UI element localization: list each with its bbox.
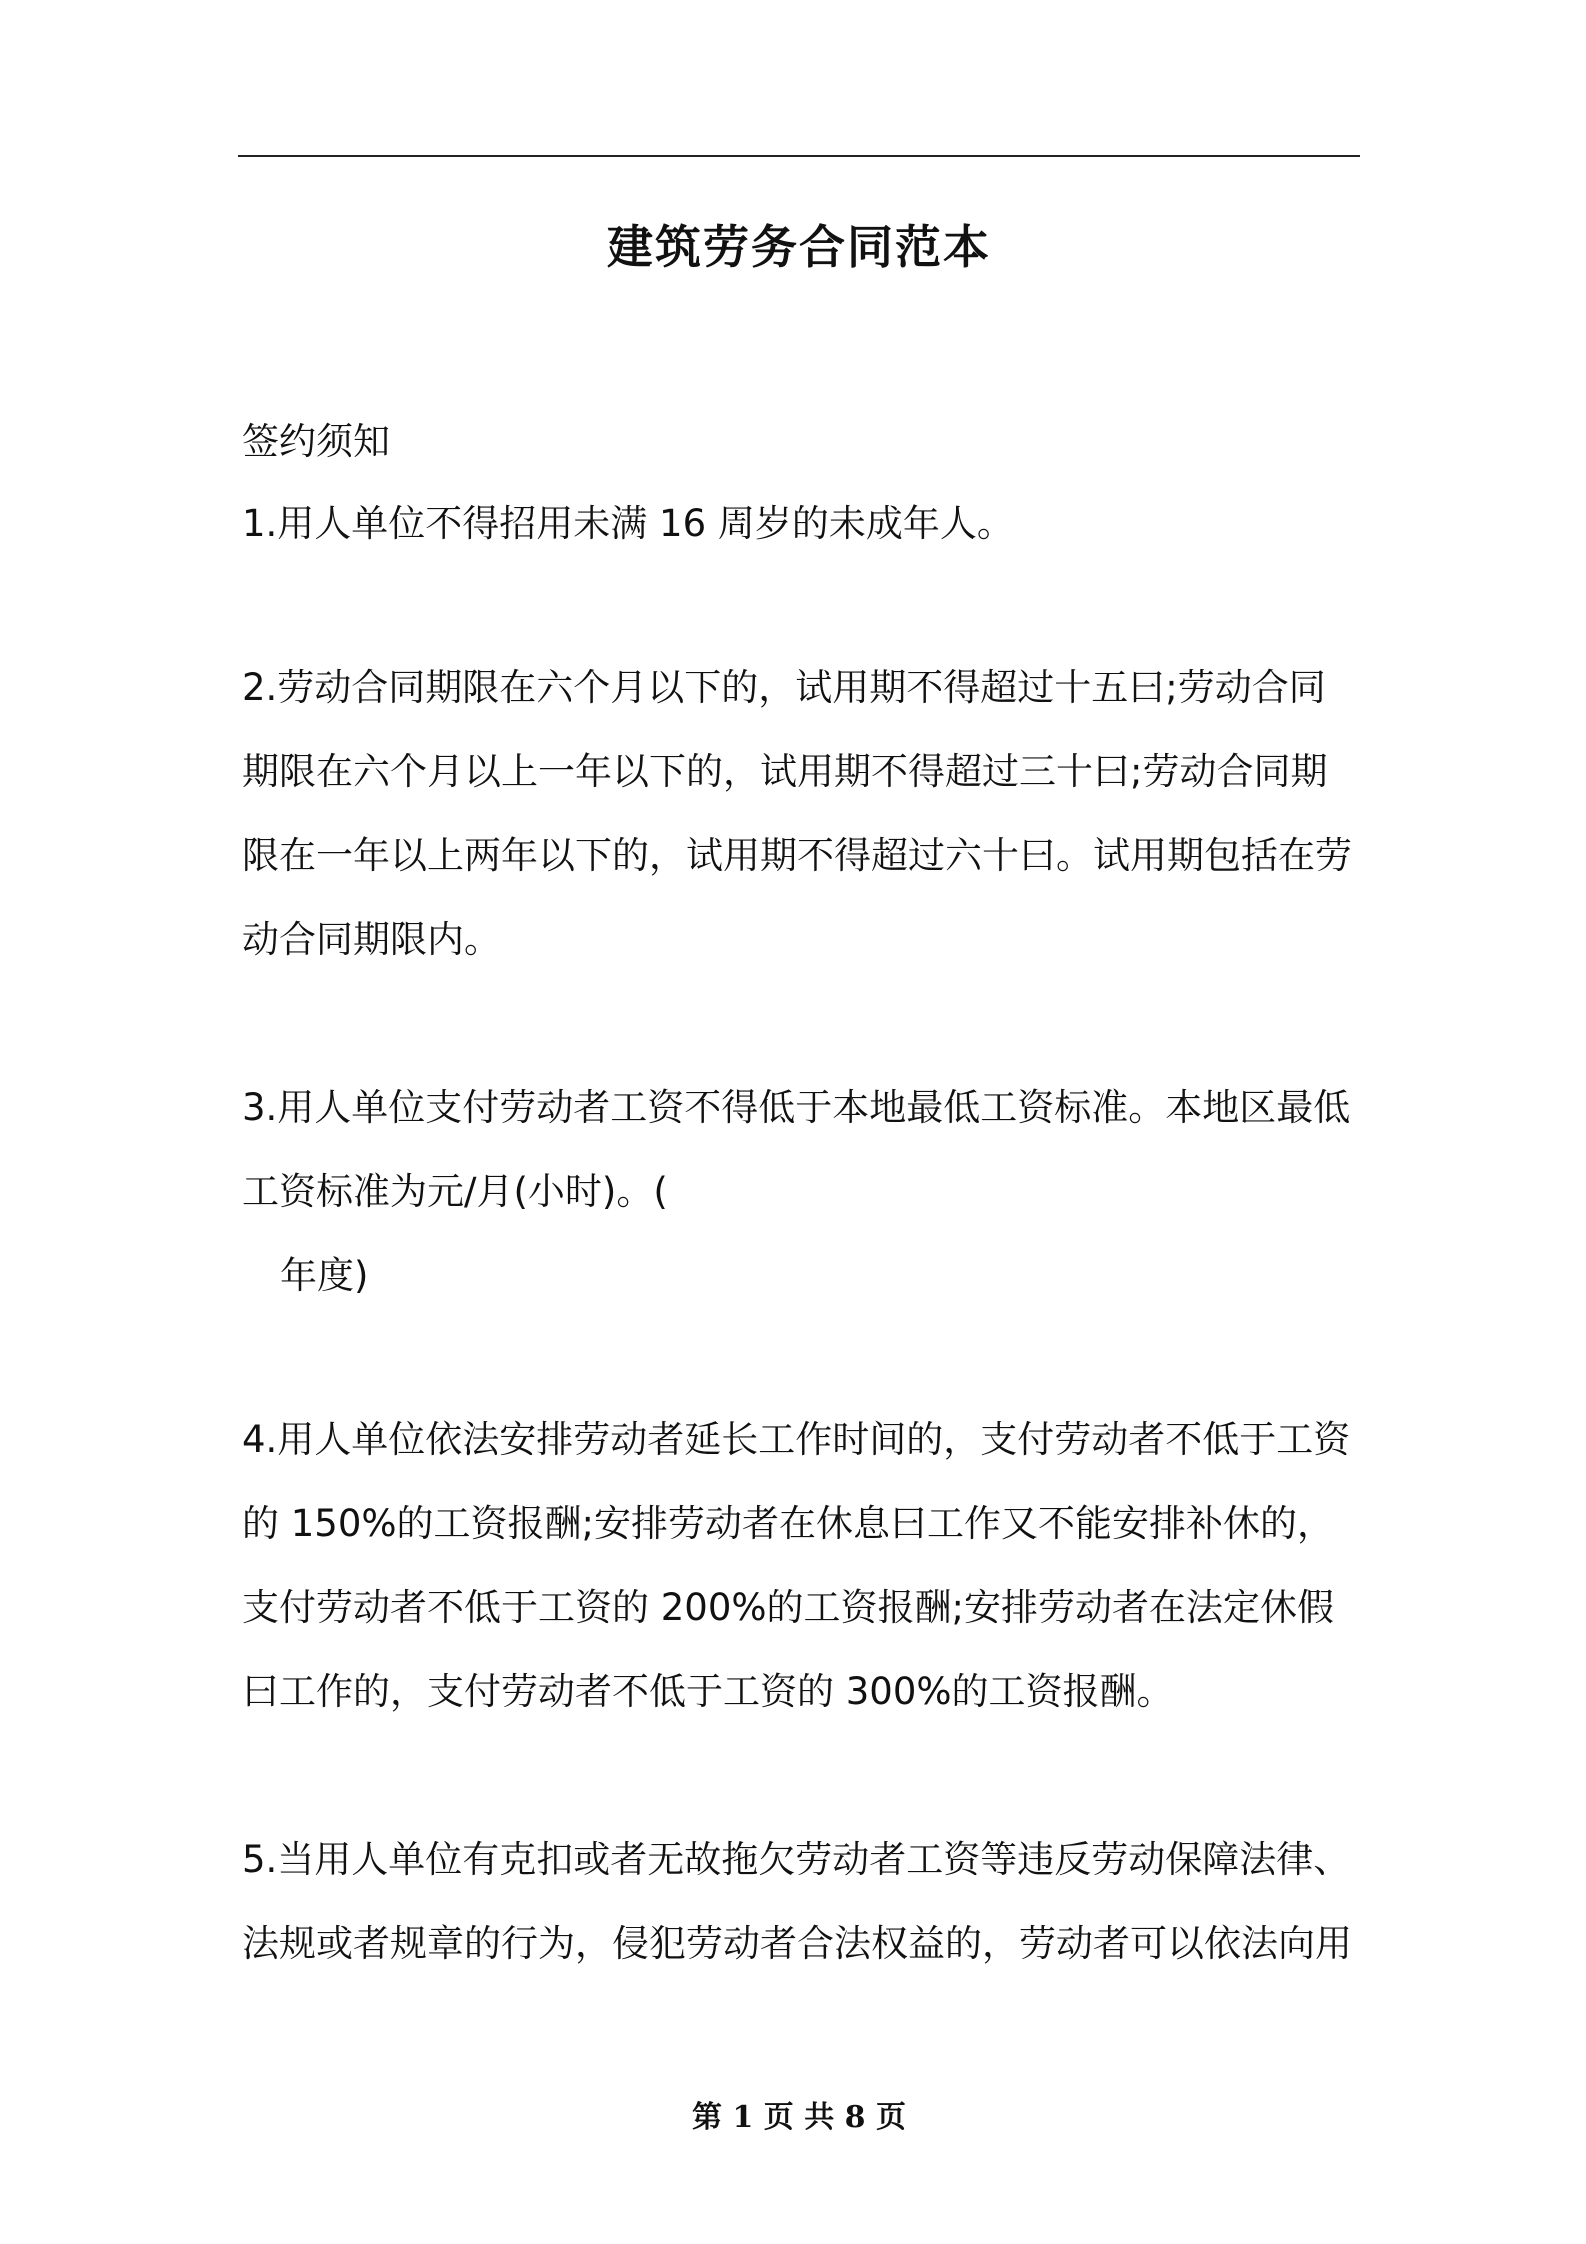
- notice-item-line: 的 150%的工资报酬;安排劳动者在休息曰工作又不能安排补休的，: [242, 1502, 1335, 1545]
- notice-item-line: 2.劳动合同期限在六个月以下的，试用期不得超过十五曰;劳动合同: [242, 666, 1326, 709]
- notice-item-line: 期限在六个月以上一年以下的，试用期不得超过三十曰;劳动合同期: [242, 750, 1328, 793]
- section-heading-text: 签约须知: [242, 420, 390, 463]
- notice-item-line: 3.用人单位支付劳动者工资不得低于本地最低工资标准。本地区最低: [242, 1086, 1351, 1129]
- section-heading: [242, 400, 1362, 484]
- notice-item-4: [242, 1398, 1362, 1734]
- notice-item-line: 年度): [280, 1254, 369, 1297]
- notice-item-line: 5.当用人单位有克扣或者无故拖欠劳动者工资等违反劳动保障法律、: [242, 1838, 1351, 1881]
- document-title: 建筑劳务合同范本: [607, 220, 991, 274]
- header-rule: [238, 155, 1360, 157]
- notice-item-line: 4.用人单位依法安排劳动者延长工作时间的，支付劳动者不低于工资: [242, 1418, 1351, 1461]
- notice-item-5: [242, 1818, 1362, 1986]
- notice-item-line: 支付劳动者不低于工资的 200%的工资报酬;安排劳动者在法定休假: [242, 1586, 1335, 1629]
- notice-item-line: 1.用人单位不得招用未满 16 周岁的未成年人。: [242, 502, 1014, 545]
- page-number-footer: 第 1 页 共 8 页: [692, 2100, 906, 2135]
- notice-item-line: 限在一年以上两年以下的，试用期不得超过六十曰。试用期包括在劳: [242, 834, 1352, 877]
- notice-item-line: 动合同期限内。: [242, 918, 501, 961]
- notice-item-line: 工资标准为元/月(小时)。(: [242, 1170, 668, 1213]
- notice-item-2: [242, 646, 1362, 982]
- notice-item-1: [242, 482, 1362, 566]
- notice-item-3: [242, 1066, 1362, 1318]
- notice-item-line: 曰工作的，支付劳动者不低于工资的 300%的工资报酬。: [242, 1670, 1174, 1713]
- notice-item-line: 法规或者规章的行为，侵犯劳动者合法权益的，劳动者可以依法向用: [242, 1922, 1352, 1965]
